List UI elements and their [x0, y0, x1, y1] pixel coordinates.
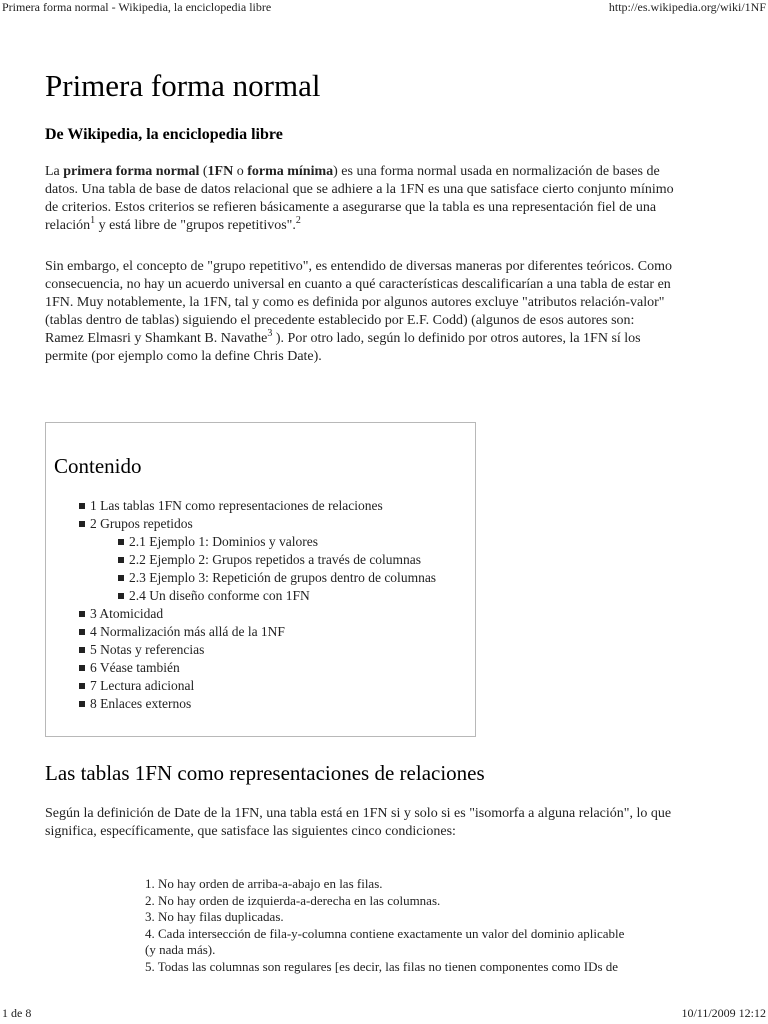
toc-item-7[interactable]: 7 Lectura adicional	[46, 677, 475, 695]
toc-item-4[interactable]: 4 Normalización más allá de la 1NF	[46, 623, 475, 641]
term-forma-minima: forma mínima	[247, 164, 334, 179]
reference-2[interactable]: 2	[295, 215, 301, 226]
toc-item-8[interactable]: 8 Enlaces externos	[46, 695, 475, 713]
site-subtitle: De Wikipedia, la enciclopedia libre	[45, 126, 283, 143]
condition-item: 1. No hay orden de arriba-a-abajo en las filas.	[145, 876, 383, 891]
toc-item-2[interactable]: 2 Grupos repetidos	[46, 515, 475, 533]
reference-1[interactable]: 1	[90, 215, 96, 226]
reference-3[interactable]: 3	[267, 328, 273, 339]
toc-item-2-4[interactable]: 2.4 Un diseño conforme con 1FN	[46, 587, 475, 605]
toc-item-6[interactable]: 6 Véase también	[46, 659, 475, 677]
second-line-6: permite (por ejemplo como la define Chris Date).	[45, 349, 322, 364]
intro-paragraph	[45, 163, 725, 235]
page-title: Primera forma normal	[45, 68, 321, 103]
toc-item-2-3[interactable]: 2.3 Ejemplo 3: Repetición de grupos dentro de columnas	[46, 569, 475, 587]
print-header-url: http://es.wikipedia.org/wiki/1NF	[608, 0, 766, 14]
intro-line-2: datos. Una tabla de base de datos relacional que se adhiere a la 1FN es una que satisface cierto conjunto mínimo	[45, 182, 674, 197]
intro-line-4: relación$^1$ y está libre de "grupos repetitivos".$^2$	[45, 215, 301, 233]
bullet-icon	[118, 575, 124, 581]
print-datetime: 10/11/2009 12:12	[681, 1006, 766, 1020]
second-line-5: Ramez Elmasri y Shamkant B. Navathe$^3$ ). Por otro lado, según lo definido por otros autores, la 1FN sí los	[45, 328, 641, 346]
term-1fn: 1FN	[207, 164, 234, 179]
second-line-2: consecuencia, no hay un acuerdo universal en cuanto a qué características descalificarían a una tabla de estar en	[45, 277, 671, 292]
conditions-list	[145, 876, 624, 975]
toc-list	[46, 497, 475, 713]
intro-line-3: de criterios. Estos criterios se refieren básicamente a asegurarse que la tabla es una representación fiel de una	[45, 200, 657, 215]
bullet-icon	[79, 647, 85, 653]
bullet-icon	[79, 701, 85, 707]
condition-item: (y nada más).	[145, 942, 216, 957]
bullet-icon	[79, 683, 85, 689]
section1-line-1: Según la definición de Date de la 1FN, una tabla está en 1FN si y solo si es "isomorfa a alguna relación", lo que	[45, 806, 672, 821]
section-heading-tablas-1fn: Las tablas 1FN como representaciones de relaciones	[45, 761, 485, 785]
toc-item-2-1[interactable]: 2.1 Ejemplo 1: Dominios y valores	[46, 533, 475, 551]
bullet-icon	[118, 557, 124, 563]
toc-title: Contenido	[54, 454, 142, 478]
second-line-1: Sin embargo, el concepto de "grupo repetitivo", es entendido de diversas maneras por diferentes teóricos. Como	[45, 259, 672, 274]
bullet-icon	[118, 539, 124, 545]
second-paragraph	[45, 258, 725, 366]
bullet-icon	[79, 503, 85, 509]
toc-item-2-2[interactable]: 2.2 Ejemplo 2: Grupos repetidos a través de columnas	[46, 551, 475, 569]
term-primera-forma-normal: primera forma normal	[63, 164, 200, 179]
bullet-icon	[79, 665, 85, 671]
condition-item: 2. No hay orden de izquierda-a-derecha en las columnas.	[145, 892, 441, 908]
toc-item-1[interactable]: 1 Las tablas 1FN como representaciones de relaciones	[46, 497, 475, 515]
bullet-icon	[79, 629, 85, 635]
link-relacion[interactable]: relación	[45, 218, 91, 233]
bullet-icon	[79, 521, 85, 527]
print-header	[0, 0, 768, 16]
second-line-4: (tablas dentro de tablas) siguiendo el precedente establecido por E.F. Codd) (algunos de esos autores son:	[45, 313, 635, 328]
bullet-icon	[79, 611, 85, 617]
bullet-icon	[118, 593, 124, 599]
print-header-title: Primera forma normal - Wikipedia, la enciclopedia libre	[2, 0, 272, 14]
second-line-3: 1FN. Muy notablemente, la 1FN, tal y como es definida por algunos autores excluye "atributos relación-valor"	[45, 295, 665, 310]
section1-paragraph	[45, 805, 725, 841]
condition-item: 4. Cada intersección de fila-y-columna contiene exactamente un valor del dominio aplicable	[145, 925, 625, 941]
table-of-contents	[45, 422, 476, 737]
condition-item: 5. Todas las columnas son regulares [es decir, las filas no tienen componentes como IDs de	[145, 958, 619, 974]
toc-item-3[interactable]: 3 Atomicidad	[46, 605, 475, 623]
intro-line-1: La primera forma normal (1FN o forma mínima) es una forma normal usada en normalización de bases de	[45, 164, 660, 179]
toc-item-5[interactable]: 5 Notas y referencias	[46, 641, 475, 659]
page-counter: 1 de 8	[2, 1006, 32, 1020]
section1-line-2: significa, específicamente, que satisface las siguientes cinco condiciones:	[45, 824, 456, 839]
print-footer	[0, 1006, 768, 1022]
condition-item: 3. No hay filas duplicadas.	[145, 909, 284, 924]
